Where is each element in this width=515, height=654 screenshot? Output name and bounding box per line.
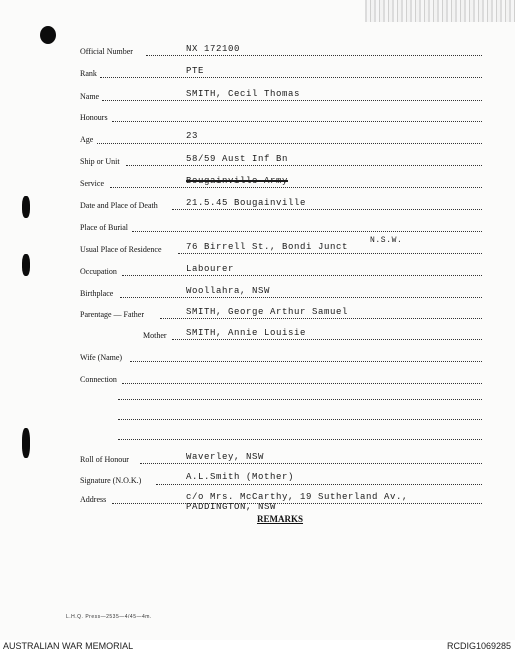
dots-mother bbox=[172, 339, 482, 340]
value-age: 23 bbox=[186, 131, 199, 141]
value-usual-residence-state: N.S.W. bbox=[370, 236, 403, 245]
label-occupation: Occupation bbox=[80, 267, 117, 276]
dots-occupation bbox=[122, 275, 482, 276]
dots-connection-2 bbox=[118, 399, 482, 400]
dots-official-number bbox=[146, 55, 482, 56]
label-connection: Connection bbox=[80, 375, 117, 384]
dots-connection bbox=[122, 383, 482, 384]
label-date-place-death: Date and Place of Death bbox=[80, 201, 158, 210]
printer-line: L.H.Q. Press—2535—4/45—4m. bbox=[66, 614, 152, 620]
remarks-heading: REMARKS bbox=[257, 514, 304, 524]
footer-institution: AUSTRALIAN WAR MEMORIAL bbox=[3, 641, 134, 651]
archive-footer bbox=[0, 640, 515, 654]
label-ship-or-unit: Ship or Unit bbox=[80, 157, 120, 166]
scan-edge-noise bbox=[365, 0, 515, 22]
label-mother: Mother bbox=[143, 331, 167, 340]
value-birthplace: Woollahra, NSW bbox=[186, 286, 271, 296]
label-place-burial: Place of Burial bbox=[80, 223, 128, 232]
value-rank: PTE bbox=[186, 66, 205, 76]
label-official-number: Official Number bbox=[80, 47, 133, 56]
value-mother: SMITH, Annie Louisie bbox=[186, 328, 307, 338]
value-roll-of-honour: Waverley, NSW bbox=[186, 452, 265, 462]
dots-honours bbox=[112, 121, 482, 122]
punch-hole-top bbox=[40, 26, 56, 44]
label-honours: Honours bbox=[80, 113, 108, 122]
label-name: Name bbox=[80, 92, 100, 101]
value-signature-nok: A.L.Smith (Mother) bbox=[186, 472, 295, 482]
value-name: SMITH, Cecil Thomas bbox=[186, 89, 301, 99]
value-service: Bougainville Army bbox=[186, 176, 289, 186]
value-usual-residence: 76 Birrell St., Bondi Junct bbox=[186, 242, 349, 252]
dots-signature-nok bbox=[156, 484, 482, 485]
dots-wife bbox=[130, 361, 482, 362]
footer-record-id: RCDIG1069285 bbox=[446, 641, 511, 651]
value-official-number: NX 172100 bbox=[186, 44, 241, 54]
dots-connection-3 bbox=[118, 419, 482, 420]
label-age: Age bbox=[80, 135, 94, 144]
value-date-place-death: 21.5.45 Bougainville bbox=[186, 198, 307, 208]
dots-roll-of-honour bbox=[140, 463, 482, 464]
label-father: Parentage — Father bbox=[80, 310, 144, 319]
dots-rank bbox=[100, 77, 482, 78]
dots-date-place-death bbox=[172, 209, 482, 210]
label-signature-nok: Signature (N.O.K.) bbox=[80, 476, 142, 485]
dots-age bbox=[97, 143, 482, 144]
value-address: c/o Mrs. McCarthy, 19 Sutherland Av., bbox=[186, 492, 409, 502]
dots-usual-residence bbox=[178, 253, 482, 254]
value-occupation: Labourer bbox=[186, 264, 235, 274]
dots-ship-or-unit bbox=[126, 165, 482, 166]
dots-place-burial bbox=[132, 231, 482, 232]
punch-hole-lower bbox=[22, 428, 30, 458]
value-ship-or-unit: 58/59 Aust Inf Bn bbox=[186, 154, 289, 164]
dots-address bbox=[112, 503, 482, 504]
value-father: SMITH, George Arthur Samuel bbox=[186, 307, 349, 317]
label-birthplace: Birthplace bbox=[80, 289, 114, 298]
label-roll-of-honour: Roll of Honour bbox=[80, 455, 129, 464]
dots-name bbox=[102, 100, 482, 101]
dots-birthplace bbox=[120, 297, 482, 298]
label-wife: Wife (Name) bbox=[80, 353, 123, 362]
label-usual-residence: Usual Place of Residence bbox=[80, 245, 162, 254]
dots-service bbox=[110, 187, 482, 188]
label-service: Service bbox=[80, 179, 104, 188]
label-address: Address bbox=[80, 495, 107, 504]
dots-connection-4 bbox=[118, 439, 482, 440]
value-address-line2: PADDINGTON, NSW bbox=[186, 502, 277, 512]
dots-father bbox=[160, 318, 482, 319]
punch-hole-upper bbox=[22, 196, 30, 218]
punch-hole-middle bbox=[22, 254, 30, 276]
label-rank: Rank bbox=[80, 69, 97, 78]
